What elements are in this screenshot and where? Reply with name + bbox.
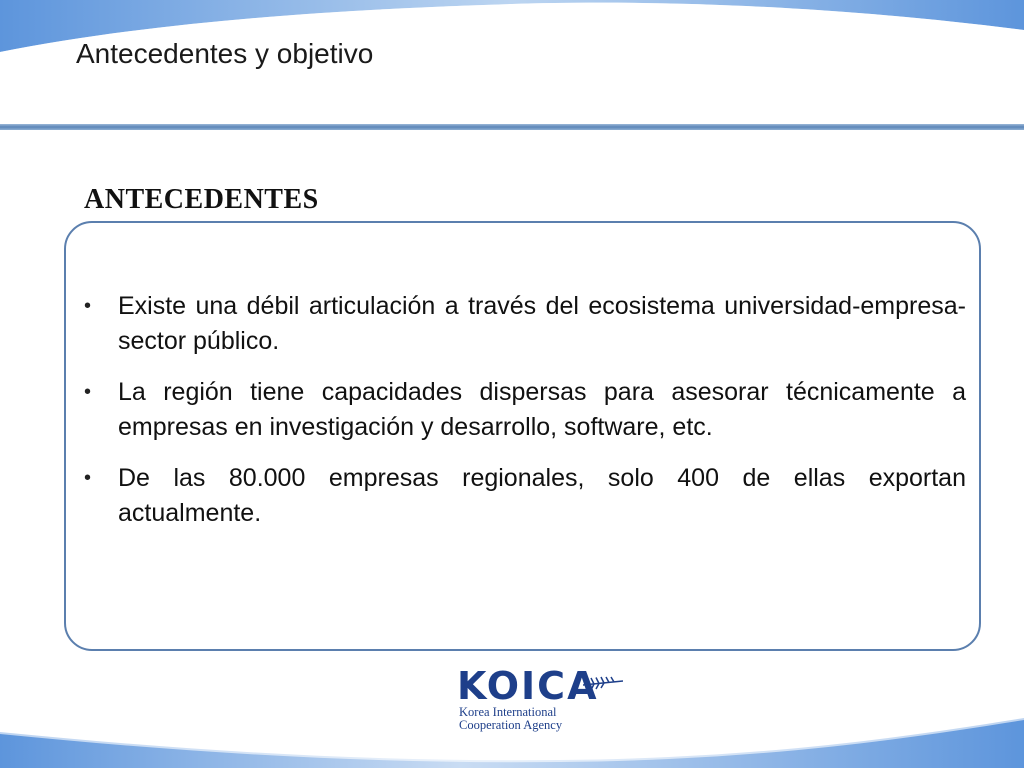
logo-line-1: Korea International: [459, 705, 557, 719]
feather-icon: [583, 676, 623, 692]
bullet-text: Existe una débil articulación a través del ecosistema universidad-empresa-sector público.: [118, 292, 966, 355]
logo-line-2: Cooperation Agency: [459, 718, 563, 732]
slide-title: Antecedentes y objetivo: [76, 38, 374, 69]
logo-wordmark: KOICA: [457, 664, 599, 708]
section-heading: ANTECEDENTES: [84, 184, 319, 215]
bullet-text: De las 80.000 empresas regionales, solo 400 de ellas exportan actualmente.: [118, 464, 966, 527]
title-divider: [0, 124, 1024, 130]
bullet-item: [84, 375, 966, 445]
bullet-marker: •: [84, 381, 92, 403]
bullet-text: La región tiene capacidades dispersas para asesorar técnicamente a empresas en investigación y desarrollo, software, etc.: [118, 378, 966, 441]
bullet-box: [64, 221, 981, 651]
bullet-list: [84, 289, 966, 547]
bullet-item: [84, 461, 966, 531]
bullet-marker: •: [84, 295, 92, 317]
bullet-marker: •: [84, 467, 92, 489]
bottom-wave-decoration: [0, 698, 1024, 768]
bullet-item: [84, 289, 966, 359]
